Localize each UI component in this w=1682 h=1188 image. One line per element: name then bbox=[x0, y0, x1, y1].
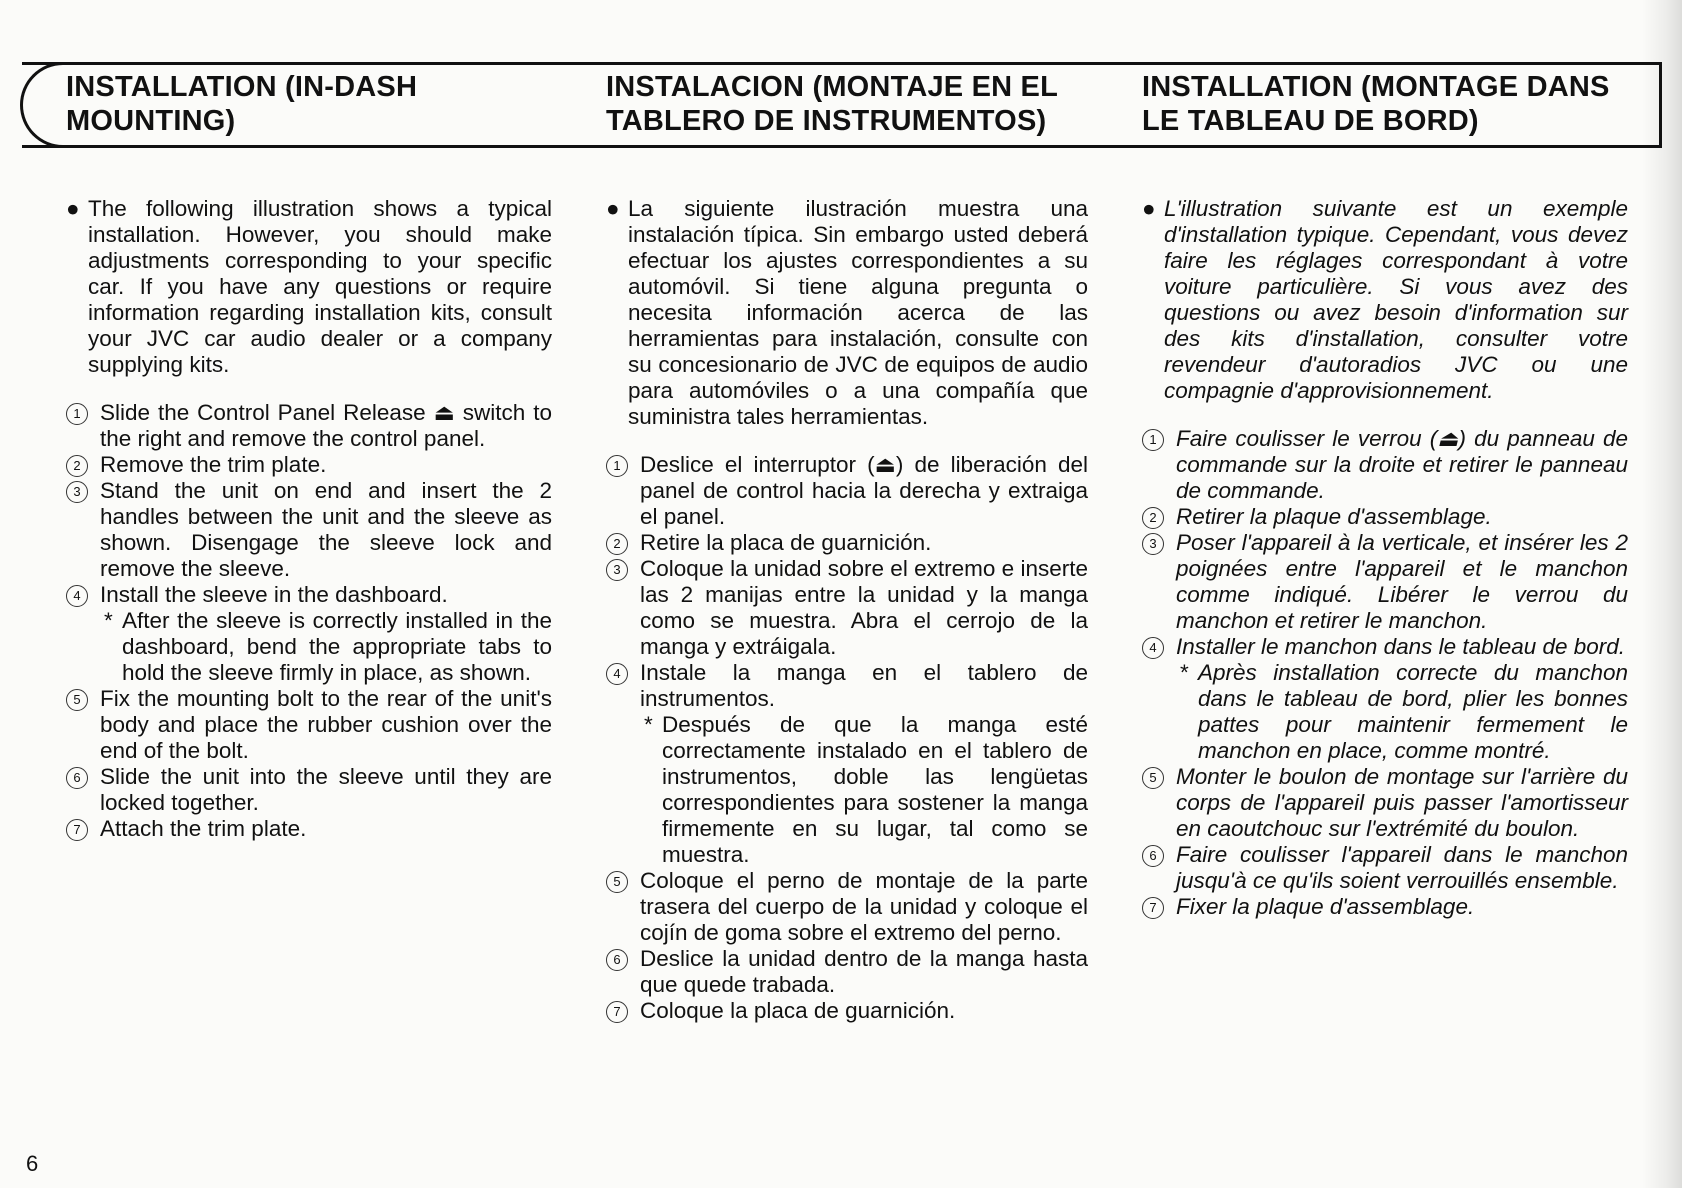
step-number-circle: 3 bbox=[66, 481, 88, 503]
english-steps bbox=[66, 400, 552, 842]
step-number-circle: 6 bbox=[606, 949, 628, 971]
asterisk-icon: * bbox=[104, 608, 113, 633]
spanish-step-4 bbox=[606, 660, 1088, 868]
english-step-3 bbox=[66, 478, 552, 582]
asterisk-icon: * bbox=[1180, 660, 1189, 685]
step-text: Coloque la placa de guarnición. bbox=[640, 998, 956, 1023]
french-steps bbox=[1142, 426, 1628, 920]
spanish-step-7 bbox=[606, 998, 1088, 1024]
english-step-4 bbox=[66, 582, 552, 686]
step-text: Faire coulisser le verrou (⏏) du panneau de commande sur la droite et retirer le panneau de commande. bbox=[1176, 426, 1628, 503]
english-title: INSTALLATION (IN-DASH MOUNTING) bbox=[66, 71, 418, 137]
french-step-1 bbox=[1142, 426, 1628, 504]
french-step-6 bbox=[1142, 842, 1628, 894]
step-text: Deslice el interruptor (⏏) de liberación del panel de control hacia la derecha y extraiga el panel. bbox=[640, 452, 1088, 529]
french-step-3 bbox=[1142, 530, 1628, 634]
step-text: Remove the trim plate. bbox=[100, 452, 327, 477]
english-step-7 bbox=[66, 816, 552, 842]
step-number-circle: 5 bbox=[1142, 767, 1164, 789]
step-number-circle: 2 bbox=[1142, 507, 1164, 529]
step-text: Install the sleeve in the dashboard. bbox=[100, 582, 448, 607]
step-text: Deslice la unidad dentro de la manga hasta que quede trabada. bbox=[640, 946, 1088, 997]
step-number-circle: 2 bbox=[606, 533, 628, 555]
asterisk-icon: * bbox=[644, 712, 653, 737]
step-text: Retirer la plaque d'assemblage. bbox=[1176, 504, 1492, 529]
bullet-icon: ● bbox=[1142, 196, 1156, 221]
step-text: Poser l'appareil à la verticale, et insérer les 2 poignées entre l'appareil et le manchon comme indiqué. Libérer le verrou du manchon et retirer le manchon. bbox=[1176, 530, 1628, 633]
page-edge-shadow bbox=[1642, 0, 1682, 1188]
note-text: Après installation correcte du manchon dans le tableau de bord, plier les bonnes pattes pour maintenir fermement le manchon en place, comme montré. bbox=[1198, 660, 1628, 763]
step-number-circle: 6 bbox=[66, 767, 88, 789]
english-intro-text: The following illustration shows a typical installation. However, you should make adjustments corresponding to your specific car. If you have any questions or require information regarding installation kits, consult your JVC car audio dealer or a company supplying kits. bbox=[88, 196, 552, 377]
french-step-4 bbox=[1142, 634, 1628, 764]
step-text: Retire la placa de guarnición. bbox=[640, 530, 932, 555]
step-text: Slide the unit into the sleeve until they are locked together. bbox=[100, 764, 552, 815]
step-text: Monter le boulon de montage sur l'arrière du corps de l'appareil puis passer l'amortisseur en caoutchouc sur l'extrémité du boulon. bbox=[1176, 764, 1628, 841]
step-number-circle: 5 bbox=[66, 689, 88, 711]
french-step-4-note bbox=[1176, 660, 1628, 764]
bullet-icon: ● bbox=[606, 196, 620, 221]
step-number-circle: 4 bbox=[606, 663, 628, 685]
step-number-circle: 3 bbox=[1142, 533, 1164, 555]
step-text: Instale la manga en el tablero de instrumentos. bbox=[640, 660, 1088, 711]
spanish-step-6 bbox=[606, 946, 1088, 998]
step-text: Fix the mounting bolt to the rear of the unit's body and place the rubber cushion over the end of the bolt. bbox=[100, 686, 552, 763]
step-text: Installer le manchon dans le tableau de bord. bbox=[1176, 634, 1626, 659]
english-step-2 bbox=[66, 452, 552, 478]
step-text: Stand the unit on end and insert the 2 handles between the unit and the sleeve as shown. Disengage the sleeve lock and remove the sleeve. bbox=[100, 478, 552, 581]
english-step-5 bbox=[66, 686, 552, 764]
page-number: 6 bbox=[26, 1151, 39, 1176]
step-number-circle: 1 bbox=[1142, 429, 1164, 451]
english-step-6 bbox=[66, 764, 552, 816]
step-text: Coloque el perno de montaje de la parte trasera del cuerpo de la unidad y coloque el cojín de goma sobre el extremo del perno. bbox=[640, 868, 1088, 945]
french-step-7 bbox=[1142, 894, 1628, 920]
spanish-step-1 bbox=[606, 452, 1088, 530]
step-number-circle: 2 bbox=[66, 455, 88, 477]
french-column bbox=[1142, 196, 1628, 920]
note-text: Después de que la manga esté correctamente instalado en el tablero de instrumentos, doble las lengüetas correspondientes para sostener la manga firmemente en su lugar, tal como se muestra. bbox=[662, 712, 1088, 867]
step-number-circle: 4 bbox=[66, 585, 88, 607]
step-number-circle: 3 bbox=[606, 559, 628, 581]
bullet-icon: ● bbox=[66, 196, 80, 221]
french-step-5 bbox=[1142, 764, 1628, 842]
step-text: Faire coulisser l'appareil dans le manchon jusqu'à ce qu'ils soient verrouillés ensemble. bbox=[1176, 842, 1628, 893]
english-step-4-note bbox=[100, 608, 552, 686]
step-text: Fixer la plaque d'assemblage. bbox=[1176, 894, 1475, 919]
step-number-circle: 7 bbox=[606, 1001, 628, 1023]
step-number-circle: 1 bbox=[606, 455, 628, 477]
french-intro-text: L'illustration suivante est un exemple d'installation typique. Cependant, vous devez faire les réglages correspondant à votre voiture particulière. Si vous avez des questions ou avez besoin d'information sur des kits d'installation, consulter votre revendeur d'autoradios JVC ou une compagnie d'approvisionnement. bbox=[1164, 196, 1628, 403]
spanish-title: INSTALACION (MONTAJE EN EL TABLERO DE INSTRUMENTOS) bbox=[606, 71, 1058, 137]
step-number-circle: 7 bbox=[66, 819, 88, 841]
note-text: After the sleeve is correctly installed in the dashboard, bend the appropriate tabs to hold the sleeve firmly in place, as shown. bbox=[122, 608, 552, 685]
step-number-circle: 5 bbox=[606, 871, 628, 893]
spanish-column bbox=[606, 196, 1088, 1024]
spanish-intro bbox=[606, 196, 1088, 430]
spanish-step-5 bbox=[606, 868, 1088, 946]
spanish-step-3 bbox=[606, 556, 1088, 660]
spanish-intro-text: La siguiente ilustración muestra una instalación típica. Sin embargo usted deberá efectuar los ajustes correspondientes a su automóvil. Si tiene alguna pregunta o necesita información acerca de las herramientas para instalación, consulte con su concesionario de JVC de equipos de audio para automóviles o a una compañía que suministra tales herramientas. bbox=[628, 196, 1088, 429]
step-number-circle: 4 bbox=[1142, 637, 1164, 659]
english-column bbox=[66, 196, 552, 842]
english-step-1 bbox=[66, 400, 552, 452]
step-text: Attach the trim plate. bbox=[100, 816, 307, 841]
step-number-circle: 7 bbox=[1142, 897, 1164, 919]
step-number-circle: 1 bbox=[66, 403, 88, 425]
english-intro bbox=[66, 196, 552, 378]
spanish-step-4-note bbox=[640, 712, 1088, 868]
step-text: Coloque la unidad sobre el extremo e inserte las 2 manijas entre la unidad y la manga como se muestra. Abra el cerrojo de la manga y extráigala. bbox=[640, 556, 1088, 659]
french-step-2 bbox=[1142, 504, 1628, 530]
step-text: Slide the Control Panel Release ⏏ switch to the right and remove the control panel. bbox=[100, 400, 552, 451]
french-title: INSTALLATION (MONTAGE DANS LE TABLEAU DE BORD) bbox=[1142, 71, 1610, 137]
french-intro bbox=[1142, 196, 1628, 404]
spanish-step-2 bbox=[606, 530, 1088, 556]
step-number-circle: 6 bbox=[1142, 845, 1164, 867]
spanish-steps bbox=[606, 452, 1088, 1024]
